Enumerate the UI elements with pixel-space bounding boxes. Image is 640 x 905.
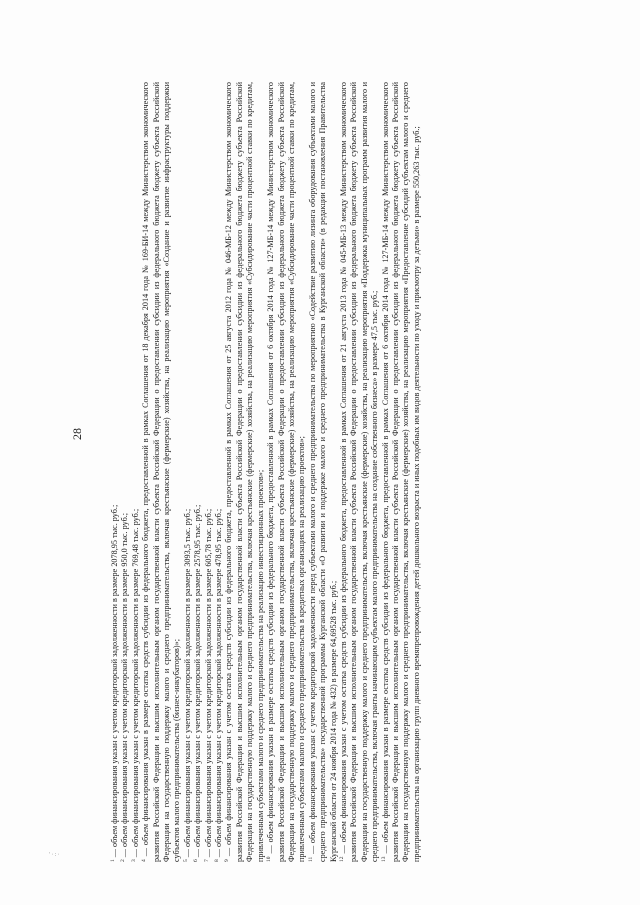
footnote-marker: 13 bbox=[380, 856, 387, 862]
footnotes-block bbox=[110, 82, 422, 862]
footnote-marker: 10 bbox=[266, 856, 273, 862]
footnote bbox=[204, 82, 214, 862]
footnote-text: — объем финансирования указан с учетом кредиторской задолженности в размере 2078,95 тыс. руб.; bbox=[110, 504, 119, 860]
footnote-marker: 9 bbox=[224, 859, 231, 862]
footnote bbox=[141, 82, 183, 862]
footnote bbox=[308, 82, 339, 862]
footnote-marker: 6 bbox=[193, 859, 200, 862]
footnote-marker: 11 bbox=[307, 856, 314, 862]
footnote-text: — объем финансирования указан с учетом кредиторской задолженности в размере 950,0 тыс. руб.; bbox=[120, 512, 130, 860]
footnote-marker: 5 bbox=[182, 859, 189, 862]
footnote bbox=[183, 82, 193, 862]
footnote bbox=[131, 82, 141, 862]
rotated-text-frame bbox=[110, 82, 630, 862]
footnote-marker: 1 bbox=[110, 859, 116, 862]
footnote-marker: 3 bbox=[130, 859, 137, 862]
footnote bbox=[224, 82, 266, 862]
footnote bbox=[266, 82, 308, 862]
footnote bbox=[193, 82, 203, 862]
footnote bbox=[120, 82, 130, 862]
page-number: 28 bbox=[70, 428, 84, 440]
footnote bbox=[214, 82, 224, 862]
scan-mark: '·:· bbox=[48, 852, 61, 858]
footnote-text: — объем финансирования указан с учетом кредиторской задолженности в размере 2578,95 тыс. руб.; bbox=[193, 504, 203, 860]
footnote-marker: 2 bbox=[120, 859, 127, 862]
footnote-text: — объем финансирования указан с учетом остатка средств субсидии из федерального бюджета, предоставленной в рамках Соглашения от 21 августа 2013 года № 045-МБ-13 между Министерством экономического развития Российской Федерации и высшим исполнительным органом государственной власти субъекта Российской Федерации о предоставлении субсидии из федерального бюджета бюджету субъекта Российской Федерации на государственную поддержку малого и среднего предпринимательства, включая крестьянские (фермерские) хозяйства, на реализацию мероприятия «Поддержка муниципальных программ развития малого и среднего предпринимательства, включая гранты начинающим субъектам малого предпринимательства на создание собственного бизнеса» в размере 47,5 тыс. руб.; bbox=[338, 82, 380, 862]
footnote-marker: 7 bbox=[203, 859, 210, 862]
footnote-marker: 12 bbox=[338, 856, 345, 862]
footnote-text: — объем финансирования указан в размере остатка средств субсидии из федерального бюджета, предоставленной в рамках Соглашения от 6 октября 2014 года № 127-МБ-14 между Министерством экономического развития Российской Федерации и высшим исполнительным органом государственной власти субъекта Российской Федерации о предоставлении субсидии из федерального бюджета бюджету субъекта Российской Федерации на государственную поддержку малого и среднего предпринимательства, включая крестьянские (фермерские) хозяйства, на реализацию мероприятия «Предоставление субсидий субъектам малого и среднего предпринимательства на организацию групп дневного времяпрепровождения детей дошкольного возраста и иных подобных им видов деятельности по уходу и присмотру за детьми» в размере 550,263 тыс. руб.; bbox=[380, 82, 421, 862]
footnote-text: — объем финансирования указан с учетом кредиторской задолженности в размере 769,48 тыс. руб.; bbox=[130, 508, 140, 860]
footnote-text: — объем финансирования указан с учетом кредиторской задолженности перед субъектами малого и среднего предпринимательства по мероприятию «Содействие развитию лизинга оборудования субъектами малого и среднего предпринимательства» государственной программы Курганской области «О развитии и поддержке малого и среднего предпринимательства в Курганской области» (в редакции постановления Правительства Курганской области от 24 ноября 2014 года № 432) в размере 64,69528 тыс. руб.; bbox=[307, 82, 338, 862]
footnote-text: — объем финансирования указан в размере остатка средств субсидии из федерального бюджета, предоставленной в рамках Соглашения от 18 декабря 2014 года № 169-БИ-14 между Министерством экономического развития Российской Федерации и высшим исполнительным органом государственной власти субъекта Российской Федерации о предоставлении субсидии из федерального бюджета бюджету субъекта Российской Федерации на государственную поддержку малого и среднего предпринимательства, включая крестьянские (фермерские) хозяйства, на реализацию мероприятия «Создание и развитие инфраструктуры поддержки субъектов малого предпринимательства (бизнес-инкубаторов)»; bbox=[141, 82, 182, 862]
footnote-text: — объем финансирования указан с учетом кредиторской задолженности в размере 605,78 тыс. руб.; bbox=[203, 508, 213, 860]
footnote bbox=[110, 82, 120, 862]
footnote bbox=[339, 82, 381, 862]
footnote-marker: 8 bbox=[214, 859, 221, 862]
footnote-text: — объем финансирования указан с учетом остатка средств субсидии из федерального бюджета, предоставленной в рамках Соглашения от 25 августа 2012 года № 046-МБ-12 между Министерством экономического развития Российской Федерации и высшим исполнительным органом государственной власти субъекта Российской Федерации о предоставлении субсидии из федерального бюджета бюджету субъекта Российской Федерации на государственную поддержку малого и среднего предпринимательства, включая крестьянские (фермерские) хозяйства, на реализацию мероприятия «Субсидирование части процентной ставки по кредитам, привлеченным субъектами малого и среднего предпринимательства на реализацию инвестиционных проектов»; bbox=[224, 82, 265, 862]
footnote bbox=[381, 82, 423, 862]
footnote-text: — объем финансирования указан в размере остатка средств субсидии из федерального бюджета, предоставленной в рамках Соглашения от 6 октября 2014 года № 127-МБ-14 между Министерством экономического развития Российской Федерации и высшим исполнительным органом государственной власти субъекта Российской Федерации о предоставлении субсидии из федерального бюджета бюджету субъекта Российской Федерации на государственную поддержку малого и среднего предпринимательства, включая крестьянские (фермерские) хозяйства, на реализацию мероприятия «Субсидирование части процентной ставки по кредитам, привлеченным субъектами малого и среднего предпринимательства в кредитных организациях на реализацию проектов»; bbox=[266, 82, 307, 862]
footnote-text: — объем финансирования указан с учетом кредиторской задолженности в размере 3093,5 тыс. руб.; bbox=[182, 508, 192, 860]
footnote-marker: 4 bbox=[141, 859, 148, 862]
footnote-text: — объем финансирования указан с учетом кредиторской задолженности в размере 478,95 тыс. руб.; bbox=[214, 508, 224, 860]
